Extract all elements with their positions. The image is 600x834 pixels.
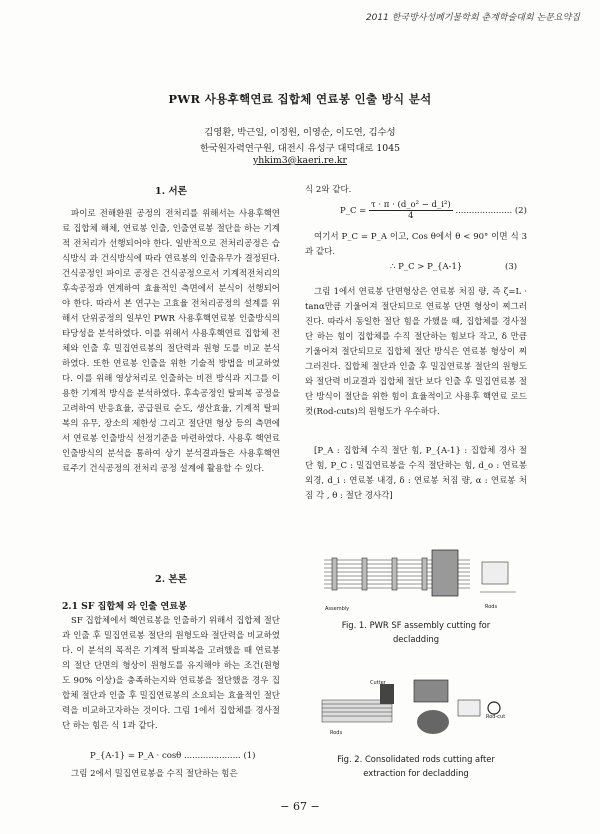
fig2-rodcut-box (458, 700, 480, 716)
fig1-assembly-cutting-diagram (320, 548, 520, 610)
eq2-lhs: P_C = (340, 206, 367, 216)
fig2-cutter (380, 684, 394, 704)
affiliation: 한국원자력연구원, 대전시 유성구 대덕대로 1045 (199, 143, 401, 154)
eq2-tag: ..................... (2) (455, 206, 527, 216)
fig2-rodcut-cross-section (488, 702, 500, 714)
proceedings-header: 2011 한국방사성폐기물학회 춘계학술대회 논문요약집 (365, 13, 580, 23)
right-text-2: 그림 1에서 연료봉 단면형상은 연료봉 처짐 량, 즉 ζ=L · tanα만큼 기울어져 절단되므로 연료봉 단면 형상이 찌그러진다. 따라서 동일한 절단 힘을 가했을 때, 집합체를 경사절단 하는 힘이 집합체를 수직 절단하는 힘보다 작고, δ 만큼 기울어져 절단되므로 집합체 절단 방식은 연료봉 형상이 찌그러진다. 집합체 절단과 인출 후 밀집연료봉 절단의 원형도와 절단력 비교결과 집합체 절단 보다 인출 후 밀집연료봉 절단 방식이 절단을 위한 힘이 효율적이고 사용후 핵연료 로드컷(Rod-cuts)의 원형도가 우수하다. (305, 287, 527, 417)
fig2-rodcut-pile (417, 710, 449, 734)
intro-paragraph (62, 207, 280, 477)
fig1-caption (305, 618, 527, 646)
equation-3: ∴ P_C > P_{A-1} (390, 262, 463, 272)
fig1-label-rods: Rods (485, 604, 498, 610)
eq2-numerator: τ · π · (d_o² − d_i²) (371, 200, 451, 210)
main-text: SF 집합체에서 핵연료봉을 인출하기 위해서 집합체 절단과 인출 후 밀집연료봉 절단의 원형도와 절단력을 비교하였다. 이 분석의 목적은 기계적 탈피복을 고려했을 때 연료봉의 절단 단면의 형상이 원형도를 유지해야 하는 조건(원형도 90% 이상)을 충족하는지와 연료봉을 절단했을 경우 집합체 절단과 인출 후 밀집연료봉의 소요되는 효율적인 절단력을 비교하고자하는 것이다. 그림 1에서 집합체를 경사절단 하는 힘은 식 1과 같다. (62, 616, 280, 731)
right-paragraph-2 (305, 285, 527, 420)
intro-text: 파이로 전해환원 공정의 전처리를 위해서는 사용후핵연료 집합체 해체, 연료봉 인출, 인출연료봉 절단을 하는 기계적 전처리가 선행되어야 한다. 일반적으로 전처리공정은 습식방식 과 건식방식에 따라 연료봉의 인출유무가 결정된다. 건식공정인 파이로 공정은 건식공정으로서 기계적전처리의 후속공정과 연계하여 효율적인 측면에서 분식이 선행되어야 한다. 따라서 본 연구는 고효율 전처리공정의 설계를 위해서 단위공정의 일부인 PWR 사용후핵연료봉 인출방식의 타당성을 분석하였다. 이를 위해서 사용후핵연료 집합체 전체와 인출 후 밀집연료봉의 절단력과 원형 도를 비교 분석하였다. 또한 연료봉 인출을 위한 기술적 방법을 비교하였다. 이를 위해 영상처리로 인출하는 비전 방식과 지그를 이용한 기계적 방식을 분석하였다. 후속공정인 탈피복 공정을 고려하여 반응효율, 공급원료 순도, 생산효율, 기계적 탈피복의 유무, 장소의 제한성 그리고 절단면 형상 등의 측면에서 연료봉 인출방식 선정기준을 마련하였다. 사용후 핵연료 인출방식의 분석을 통하여 상기 분석결과들은 사용후핵연료주기 건식공정의 전처리 공정 설계에 활용할 수 있다. (62, 209, 280, 474)
fig2-caption-line2: extraction for decladding (363, 768, 469, 778)
section-main-heading: 2. 본론 (155, 574, 187, 585)
fig1-spacer-grids (332, 558, 427, 590)
fig1-caption-line1: Fig. 1. PWR SF assembly cutting for (341, 620, 491, 630)
author-email[interactable]: yhkim3@kaeri.re.kr (253, 155, 347, 166)
eq2-fraction (369, 200, 453, 221)
fig1-rodcut-box (482, 562, 508, 584)
fig1-cutter-block (432, 550, 458, 596)
right-text-1: 여기서 P_C = P_A 이고, Cos θ에서 θ < 90° 이면 식 3과 같다. (305, 232, 527, 257)
fig2-label-rodcut: Rod-cut (486, 714, 506, 720)
page-number: − 67 − (280, 800, 320, 813)
fig2-label-rods: Rods (330, 730, 343, 736)
fig1-caption-line2: decladding (392, 634, 440, 644)
right-text-3: [P_A : 집합체 수직 절단 힘, P_{A-1} : 집합체 경사 절단 힘, P_C : 밀집연료봉을 수직 절단하는 힘, d_o : 연료봉 외경, d_i : 연료봉 내경, δ : 연료봉 처짐 량, α : 연료봉 처짐 각 , θ : 절단 경사각] (305, 446, 527, 501)
subsection-heading: 2.1 SF 집합체 와 인출 연료봉 (62, 601, 188, 612)
eq2-denominator: 4 (408, 211, 414, 221)
right-paragraph-3 (305, 444, 527, 504)
right-paragraph-1 (305, 230, 527, 260)
fig2-consolidated-rods-diagram (318, 670, 522, 740)
equation-1: P_{A-1} = P_A · cosθ ..................... (1) (90, 751, 256, 761)
eq2-intro: 식 2와 같다. (305, 185, 352, 195)
author-list: 김영환, 박근일, 이정원, 이영순, 이도연, 김수성 (204, 127, 396, 138)
paper-title: PWR 사용후핵연료 집합체 연료봉 인출 방식 분석 (168, 92, 432, 106)
fig1-label-assembly: Assembly (325, 606, 350, 612)
main-text-tail: 그림 2에서 밀집연료봉을 수직 절단하는 힘은 (71, 769, 238, 779)
section-intro-heading: 1. 서론 (155, 186, 187, 197)
main-paragraph (62, 614, 280, 734)
equation-2 (340, 200, 530, 221)
right-top-line (305, 183, 527, 198)
main-paragraph-tail (62, 767, 280, 782)
fig2-caption-line1: Fig. 2. Consolidated rods cutting after (337, 754, 495, 764)
fig2-caption (305, 752, 527, 780)
equation-3-tag: (3) (505, 262, 518, 272)
fig2-cutter-housing (414, 680, 448, 702)
fig2-label-cutter: Cutter (370, 680, 386, 686)
